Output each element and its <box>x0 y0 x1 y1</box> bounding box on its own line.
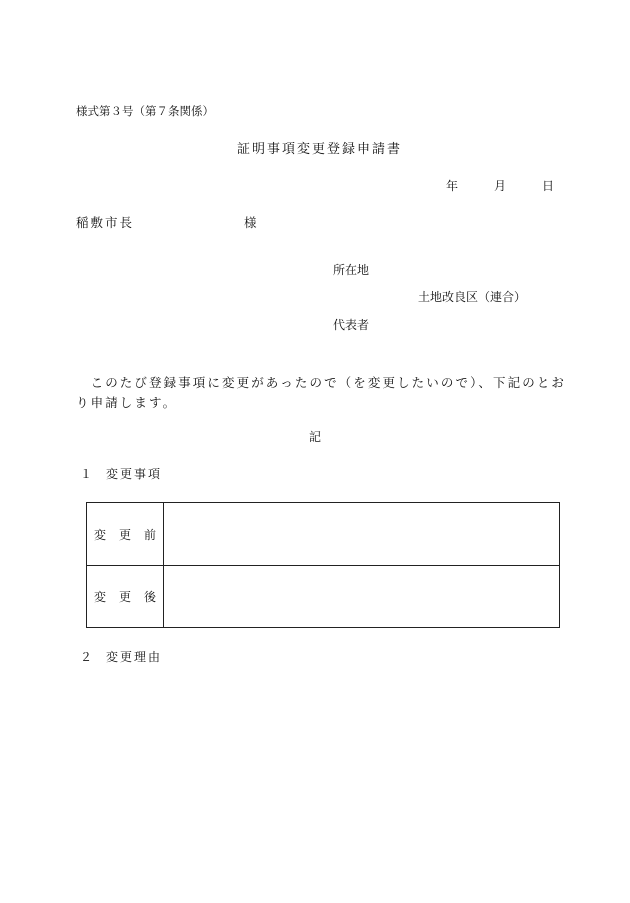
section-1-heading <box>80 467 162 481</box>
honorific: 様 <box>244 215 257 230</box>
body-text-line-2: り申請します。 <box>76 395 178 410</box>
row-value-before[interactable] <box>164 503 559 565</box>
table-row-after <box>87 565 559 627</box>
date-month-label: 月 <box>494 179 507 193</box>
row-label-after-text: 変更後 <box>93 589 169 604</box>
form-number: 様式第３号（第７条関係） <box>76 104 214 118</box>
section-2-number: ２ <box>80 650 93 664</box>
document-title: 証明事項変更登録申請書 <box>237 142 403 157</box>
change-table <box>86 502 560 628</box>
addressee: 稲敷市長 <box>76 215 135 230</box>
table-row-before <box>87 503 559 566</box>
body-text-line-1: このたび登録事項に変更があったので（を変更したいので）、下記のとお <box>76 375 567 390</box>
date-day-label: 日 <box>542 179 555 193</box>
section-1-number: １ <box>80 467 93 481</box>
ki-heading: 記 <box>309 430 322 444</box>
representative-label: 代表者 <box>333 318 370 332</box>
row-label-after <box>87 565 169 627</box>
date-year-label: 年 <box>446 179 459 193</box>
row-label-before <box>87 503 169 565</box>
address-label: 所在地 <box>333 263 370 277</box>
section-2-label: 変更理由 <box>106 650 163 664</box>
row-label-before-text: 変更前 <box>93 527 169 542</box>
section-2-heading <box>80 650 162 664</box>
section-1-label: 変更事項 <box>106 467 163 481</box>
row-value-after[interactable] <box>164 565 559 627</box>
organization-name: 土地改良区（連合） <box>418 290 527 304</box>
